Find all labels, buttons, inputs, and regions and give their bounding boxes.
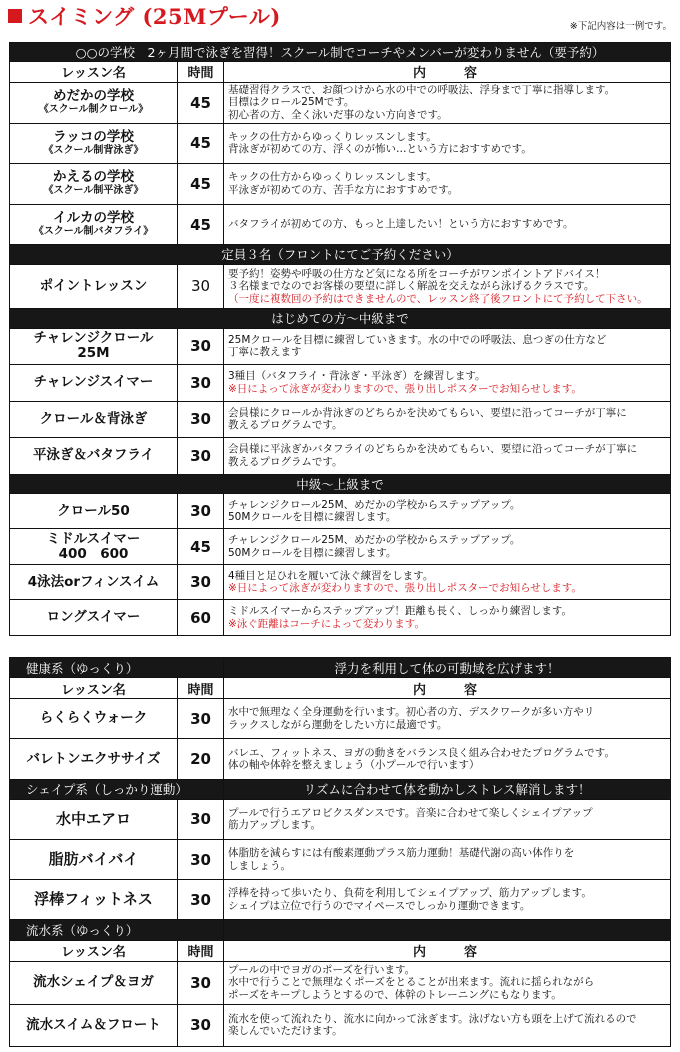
lesson-name-text: 流水スイム＆フロート — [26, 1016, 161, 1033]
lesson-row — [10, 493, 671, 529]
description-line: プールの中でヨガのポーズを行います。 — [228, 963, 416, 976]
lesson-name — [10, 529, 178, 565]
lesson-name — [10, 961, 178, 1004]
description-note: ※日によって泳ぎが変わりますので、張り出しポスターでお知らせします。 — [228, 382, 582, 395]
lesson-description — [224, 529, 671, 565]
lesson-row — [10, 264, 671, 309]
banner-shape-tagline: リズムに合わせて体を動かしストレス解消します！ — [224, 779, 671, 799]
lesson-name — [10, 164, 178, 205]
lesson-duration: 30 — [178, 365, 224, 402]
description-line: 基礎習得クラスで、お顔つけから水の中での呼吸法、浮身まで丁寧に指導します。 — [228, 83, 616, 96]
col-header-time: 時間 — [178, 62, 224, 82]
description-line: 50Mクロールを目標に練習します。 — [228, 546, 397, 559]
lesson-description — [224, 1004, 671, 1046]
lesson-name — [10, 880, 178, 920]
description-line: ラックスしながら運動をしたい方に最適です。 — [228, 718, 448, 731]
lesson-subtitle: 《スクール制平泳ぎ》 — [43, 185, 144, 197]
lesson-name — [10, 264, 178, 309]
lesson-name-text: ポイントレッスン — [39, 277, 148, 294]
lesson-row — [10, 799, 671, 839]
lesson-name — [10, 328, 178, 365]
description-line: ミドルスイマーからステップアップ！距離も長く、しっかり練習します。 — [228, 605, 572, 618]
col-header-name: レッスン名 — [10, 62, 178, 82]
description-line: 楽しんでいただけます。 — [228, 1025, 343, 1038]
description-line: 初心者の方、全く泳いだ事のない方向きです。 — [228, 108, 448, 121]
lesson-description — [224, 564, 671, 600]
description-line: バレエ、フィットネス、ヨガの動きをバランス良く組み合わせたプログラムです。 — [228, 746, 615, 759]
banner-advanced-text: 中級〜上級まで — [10, 474, 671, 493]
banner-beginner-text: はじめての方〜中級まで — [10, 309, 671, 328]
lesson-description — [224, 739, 671, 779]
lesson-row — [10, 82, 671, 123]
description-line: 目標はクロール25Mです。 — [228, 96, 355, 109]
lesson-name — [10, 493, 178, 529]
lesson-name — [10, 82, 178, 123]
lesson-description — [224, 365, 671, 402]
lesson-duration: 30 — [178, 564, 224, 600]
lesson-name-text: イルカの学校 — [53, 210, 134, 227]
lesson-duration: 30 — [178, 328, 224, 365]
description-line: キックの仕方からゆっくりレッスンします。 — [228, 130, 437, 143]
description-line: プールで行うエアロビクスダンスです。音楽に合わせて楽しくシェイプアップ — [228, 806, 593, 819]
lesson-duration: 30 — [178, 880, 224, 920]
lesson-name-text: 水中エアロ — [55, 809, 131, 828]
description-line: ３名様までなのでお客様の要望に詳しく解説を交えながら泳げるクラスです。 — [228, 280, 595, 293]
lesson-description — [224, 799, 671, 839]
lesson-description — [224, 164, 671, 205]
lesson-description — [224, 880, 671, 920]
lesson-name — [10, 438, 178, 475]
page-title: スイミング (25Mプール) — [28, 4, 281, 29]
lesson-name-line2: 25M — [77, 345, 110, 362]
lesson-name-text: 流水シェイプ＆ヨガ — [33, 974, 154, 991]
description-line: 流水を使って流れたり、流水に向かって泳ぎます。泳げない方も頭を上げて流れるので — [228, 1012, 637, 1025]
description-line: バタフライが初めての方、もっと上達したい！という方におすすめです。 — [228, 218, 574, 231]
description-line: 教えるプログラムです。 — [228, 419, 343, 432]
lesson-name — [10, 123, 178, 164]
lesson-description — [224, 82, 671, 123]
lesson-duration: 45 — [178, 123, 224, 164]
description-line: 平泳ぎが初めての方、苦手な方におすすめです。 — [228, 183, 459, 196]
banner-shape — [10, 779, 671, 799]
lesson-row — [10, 739, 671, 779]
lesson-duration: 45 — [178, 82, 224, 123]
col-header-time: 時間 — [178, 940, 224, 961]
lesson-row — [10, 961, 671, 1004]
lesson-duration: 45 — [178, 204, 224, 245]
lesson-row — [10, 699, 671, 739]
lesson-duration: 30 — [178, 699, 224, 739]
lesson-name — [10, 401, 178, 438]
fitness-table — [9, 657, 671, 1047]
lesson-duration: 30 — [178, 264, 224, 309]
lesson-row — [10, 564, 671, 600]
description-line: 丁寧に教えます — [228, 346, 302, 359]
description-line: 50Mクロールを目標に練習します。 — [228, 511, 397, 524]
lesson-row — [10, 438, 671, 475]
lesson-duration: 30 — [178, 493, 224, 529]
description-line: 体の軸や体幹を整えましょう（小プールで行います） — [228, 759, 480, 772]
lesson-name-text: ミドルスイマー — [46, 530, 141, 547]
column-header-row — [10, 678, 671, 699]
lesson-subtitle: 《スクール制バタフライ》 — [33, 226, 154, 238]
swimming-table — [9, 42, 671, 636]
lesson-description — [224, 493, 671, 529]
lesson-description — [224, 699, 671, 739]
lesson-row — [10, 880, 671, 920]
column-header-row — [10, 62, 671, 82]
lesson-description — [224, 204, 671, 245]
description-line: 会員様に平泳ぎかバタフライのどちらかを決めてもらい、要望に沿ってコーチが丁寧に — [228, 443, 638, 456]
lesson-duration: 30 — [178, 438, 224, 475]
description-line: 4種目と足ひれを履いて泳ぐ練習をします。 — [228, 569, 434, 582]
lesson-duration: 20 — [178, 739, 224, 779]
lesson-name — [10, 840, 178, 880]
description-line: 3種目（バタフライ・背泳ぎ・平泳ぎ）を練習します。 — [228, 370, 486, 383]
banner-health — [10, 658, 671, 678]
description-line: 体脂肪を減らすには有酸素運動プラス筋力運動！基礎代謝の高い体作りを — [228, 847, 575, 860]
lesson-description — [224, 961, 671, 1004]
col-header-content: 内 容 — [224, 678, 671, 699]
lesson-name-text: 脂肪バイバイ — [48, 850, 139, 869]
lesson-duration: 30 — [178, 961, 224, 1004]
col-header-content: 内 容 — [224, 940, 671, 961]
description-line: 筋力アップします。 — [228, 819, 321, 832]
lesson-name — [10, 1004, 178, 1046]
col-header-name: レッスン名 — [10, 940, 178, 961]
lesson-duration: 30 — [178, 840, 224, 880]
lesson-name-text: らくらくウォーク — [39, 710, 148, 727]
description-line: 背泳ぎが初めての方、浮くのが怖い…という方におすすめです。 — [228, 143, 532, 156]
lesson-name-text: バレトンエクササイズ — [26, 750, 161, 767]
banner-point-lesson — [10, 245, 671, 264]
description-note: ※泳ぐ距離はコーチによって変わります。 — [228, 617, 425, 630]
description-line: シェイプは立位で行うのでマイペースでしっかり運動できます。 — [228, 899, 531, 912]
lesson-row — [10, 328, 671, 365]
lesson-duration: 30 — [178, 401, 224, 438]
description-line: 25Mクロールを目標に練習していきます。水の中での呼吸法、息つぎの仕方など — [228, 333, 607, 346]
lesson-name-text: 4泳法orフィンスイム — [27, 573, 160, 590]
col-header-time: 時間 — [178, 678, 224, 699]
description-line: ポーズをキープしようとするので、体幹のトレーニングにもなります。 — [228, 988, 562, 1001]
lesson-row — [10, 401, 671, 438]
description-line: 会員様にクロールか背泳ぎのどちらかを決めてもらい、要望に沿ってコーチが丁寧に — [228, 406, 627, 419]
lesson-subtitle: 《スクール制クロール》 — [38, 104, 149, 116]
lesson-duration: 45 — [178, 164, 224, 205]
description-line: 要予約！姿勢や呼吸の仕方など気になる所をコーチがワンポイントアドバイス！ — [228, 267, 606, 280]
lesson-name-text: クロール＆背泳ぎ — [39, 410, 148, 427]
page-title-block — [8, 2, 281, 30]
lesson-name — [10, 204, 178, 245]
lesson-row — [10, 164, 671, 205]
lesson-description — [224, 328, 671, 365]
column-header-row — [10, 940, 671, 961]
lesson-description — [224, 264, 671, 309]
lesson-row — [10, 1004, 671, 1046]
col-header-name: レッスン名 — [10, 678, 178, 699]
banner-health-tagline: 浮力を利用して体の可動域を広げます！ — [224, 658, 671, 678]
banner-health-label: 健康系（ゆっくり） — [10, 658, 224, 678]
lesson-duration: 60 — [178, 600, 224, 636]
description-line: 水中で無理なく全身運動を行います。初心者の方、デスクワークが多い方やリ — [228, 706, 595, 719]
banner-shape-label: シェイプ系（しっかり運動） — [10, 779, 224, 799]
banner-flow-tagline — [224, 920, 671, 940]
lesson-duration: 30 — [178, 1004, 224, 1046]
lesson-name-text: クロール50 — [57, 502, 130, 519]
lesson-duration: 45 — [178, 529, 224, 565]
banner-advanced — [10, 474, 671, 493]
description-line: 浮棒を持って歩いたり、負荷を利用してシェイプアップ、筋力アップします。 — [228, 887, 592, 900]
lesson-row — [10, 204, 671, 245]
lesson-name — [10, 365, 178, 402]
description-note: ※日によって泳ぎが変わりますので、張り出しポスターでお知らせします。 — [228, 582, 582, 595]
banner-point-lesson-text: 定員３名（フロントにてご予約ください） — [10, 245, 671, 264]
lesson-name — [10, 600, 178, 636]
description-line: 教えるプログラムです。 — [228, 455, 343, 468]
lesson-name — [10, 699, 178, 739]
lesson-name-text: めだかの学校 — [53, 88, 134, 105]
red-square-icon — [8, 9, 22, 23]
lesson-name — [10, 739, 178, 779]
description-line: チャレンジクロール25M、めだかの学校からステップアップ。 — [228, 498, 521, 511]
lesson-description — [224, 401, 671, 438]
lesson-name — [10, 799, 178, 839]
lesson-row — [10, 840, 671, 880]
lesson-description — [224, 600, 671, 636]
col-header-content: 内 容 — [224, 62, 671, 82]
lesson-name-text: 浮棒フィットネス — [34, 890, 153, 909]
banner-school-text: ○○の学校 2ヶ月間で泳ぎを習得！スクール制でコーチやメンバーが変わりません（要予約） — [10, 43, 671, 62]
lesson-name-text: チャレンジスイマー — [33, 374, 154, 391]
lesson-row — [10, 123, 671, 164]
lesson-subtitle: 《スクール制背泳ぎ》 — [43, 144, 144, 156]
banner-beginner — [10, 309, 671, 328]
lesson-name-text: かえるの学校 — [53, 169, 134, 186]
lesson-row — [10, 529, 671, 565]
lesson-duration: 30 — [178, 799, 224, 839]
lesson-description — [224, 438, 671, 475]
banner-school — [10, 43, 671, 62]
lesson-row — [10, 600, 671, 636]
banner-flow-label: 流水系（ゆっくり） — [10, 920, 224, 940]
banner-flow — [10, 920, 671, 940]
lesson-description — [224, 840, 671, 880]
lesson-name-text: チャレンジクロール — [33, 330, 154, 347]
description-line: キックの仕方からゆっくりレッスンします。 — [228, 171, 437, 184]
lesson-name — [10, 564, 178, 600]
description-line: しましょう。 — [228, 859, 292, 872]
description-line: チャレンジクロール25M、めだかの学校からステップアップ。 — [228, 534, 521, 547]
disclaimer-note: ※下記内容は一例です。 — [569, 21, 672, 32]
description-note: （一度に複数回の予約はできませんので、レッスン終了後フロントにて予約して下さい。 — [228, 292, 648, 305]
lesson-name-text: 平泳ぎ＆バタフライ — [32, 447, 155, 464]
lesson-name-text: ロングスイマー — [46, 609, 141, 626]
lesson-row — [10, 365, 671, 402]
lesson-description — [224, 123, 671, 164]
lesson-name-text: ラッコの学校 — [53, 128, 134, 145]
lesson-name-line2: 400 600 — [58, 545, 129, 562]
description-line: 水中で行うことで無理なくポーズをとることが出来ます。流れに揺られながら — [228, 976, 595, 989]
